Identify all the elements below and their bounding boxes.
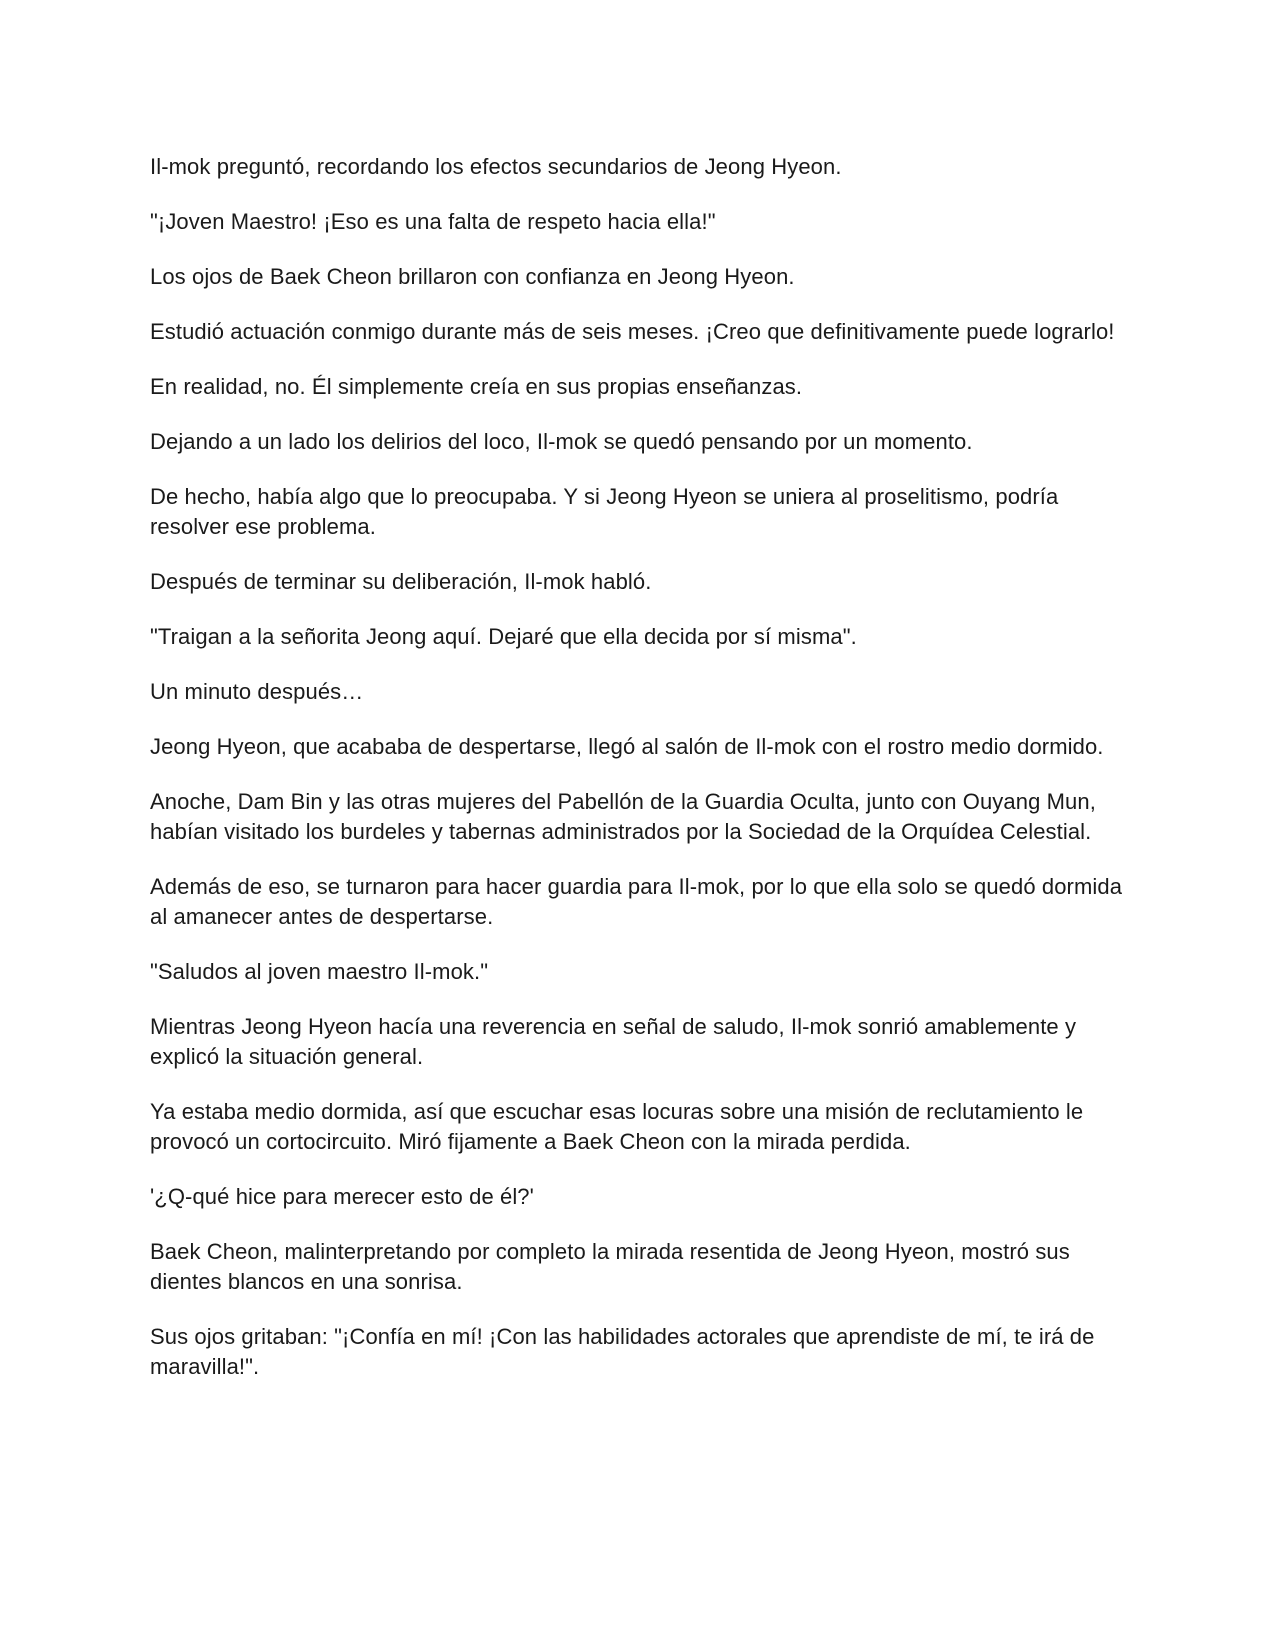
paragraph: Estudió actuación conmigo durante más de seis meses. ¡Creo que definitivamente puede lograrlo! <box>150 319 1115 344</box>
paragraph: Il-mok preguntó, recordando los efectos secundarios de Jeong Hyeon. <box>150 154 842 179</box>
paragraph: Sus ojos gritaban: "¡Confía en mí! ¡Con las habilidades actorales que aprendiste de mí, te irá de maravilla!". <box>150 1324 1095 1379</box>
paragraph: En realidad, no. Él simplemente creía en sus propias enseñanzas. <box>150 374 803 399</box>
paragraph: Baek Cheon, malinterpretando por completo la mirada resentida de Jeong Hyeon, mostró sus dientes blancos en una sonrisa. <box>150 1239 1070 1294</box>
paragraph: De hecho, había algo que lo preocupaba. Y si Jeong Hyeon se uniera al proselitismo, podría resolver ese problema. <box>150 484 1059 539</box>
paragraph: "Traigan a la señorita Jeong aquí. Dejaré que ella decida por sí misma". <box>150 624 857 649</box>
document-body <box>150 152 1125 1407</box>
paragraph: Los ojos de Baek Cheon brillaron con confianza en Jeong Hyeon. <box>150 264 795 289</box>
paragraph: Después de terminar su deliberación, Il-mok habló. <box>150 569 652 594</box>
paragraph: "Saludos al joven maestro Il-mok." <box>150 959 489 984</box>
paragraph: "¡Joven Maestro! ¡Eso es una falta de respeto hacia ella!" <box>150 209 716 234</box>
paragraph: Anoche, Dam Bin y las otras mujeres del Pabellón de la Guardia Oculta, junto con Ouyang Mun, habían visitado los burdeles y tabernas administrados por la Sociedad de la Orquídea Celestial. <box>150 789 1096 844</box>
paragraph: Un minuto después… <box>150 679 364 704</box>
paragraph: Jeong Hyeon, que acababa de despertarse, llegó al salón de Il-mok con el rostro medio dormido. <box>150 734 1104 759</box>
paragraph: '¿Q-qué hice para merecer esto de él?' <box>150 1184 534 1209</box>
paragraph: Mientras Jeong Hyeon hacía una reverencia en señal de saludo, Il-mok sonrió amablemente y explicó la situación general. <box>150 1014 1077 1069</box>
paragraph: Dejando a un lado los delirios del loco, Il-mok se quedó pensando por un momento. <box>150 429 973 454</box>
paragraph: Ya estaba medio dormida, así que escuchar esas locuras sobre una misión de reclutamiento le provocó un cortocircuito. Miró fijamente a Baek Cheon con la mirada perdida. <box>150 1099 1084 1154</box>
paragraph: Además de eso, se turnaron para hacer guardia para Il-mok, por lo que ella solo se quedó dormida al amanecer antes de despertarse. <box>150 874 1123 929</box>
